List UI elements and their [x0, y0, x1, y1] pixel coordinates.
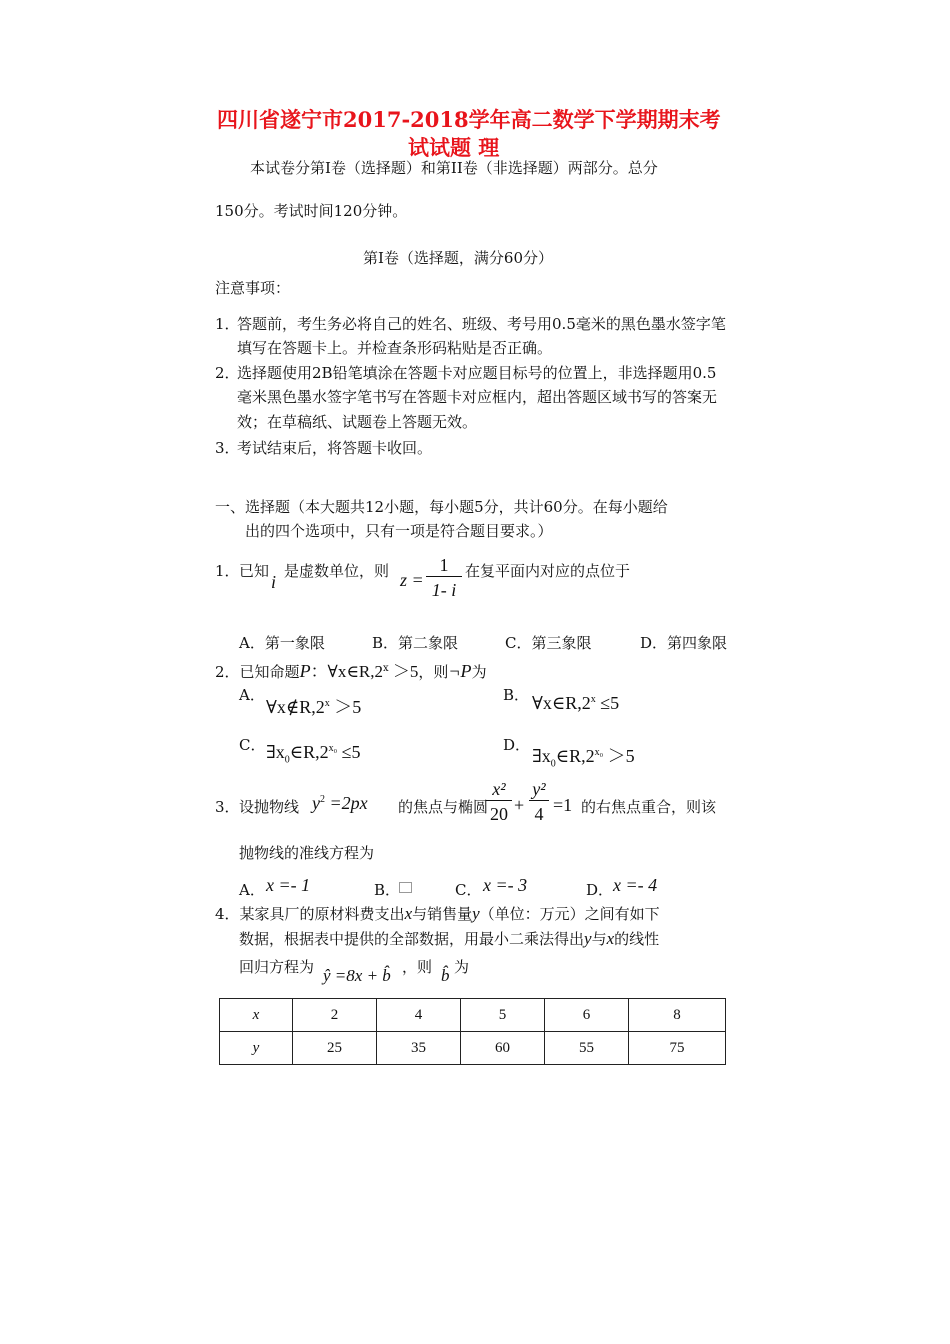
table-cell: 4 [377, 999, 461, 1032]
note-3-line1: 考试结束后，将答题卡收回。 [237, 439, 433, 457]
note-1-line2: 填写在答题卡上。并检查条形码粘贴是否正确。 [237, 339, 553, 357]
q1-pre: 已知 [239, 562, 270, 580]
q2-b-rel: ≤5 [595, 693, 620, 713]
q3-fraction-1 [486, 778, 512, 827]
q4-line3-b: ，则 [402, 958, 433, 976]
q2-stem-mid: ：∀x∈R,2 [310, 662, 383, 681]
data-table [219, 998, 726, 1065]
q4-y2: y [584, 929, 592, 948]
q1-denominator: 1- i [431, 580, 457, 600]
table-row-label: x [220, 999, 293, 1032]
q3-option-a-label: A． [239, 881, 265, 899]
q3-f2-numerator: y² [529, 778, 549, 801]
q2-stem-post: ，则 [418, 663, 449, 681]
section-one-heading: 第Ⅰ卷（选择题，满分60分） [363, 249, 554, 267]
q3-plus: + [514, 795, 525, 815]
q2-b-sup: x [590, 694, 596, 705]
q2-option-d [532, 742, 635, 770]
q1-mid: 是虚数单位，则 [284, 562, 390, 580]
q4-y1: y [472, 904, 480, 923]
q3-option-b-image-icon [399, 882, 412, 893]
table-row-y [220, 1032, 726, 1065]
table-cell: 8 [629, 999, 726, 1032]
q2-stem-pre: 已知命题 [239, 663, 300, 681]
q2-stem-end: 为 [471, 663, 487, 681]
table-cell: 55 [545, 1032, 629, 1065]
q1-option-b: B．第二象限 [372, 634, 459, 652]
table-row-x [220, 999, 726, 1032]
q4-num: 4． [215, 905, 240, 923]
table-cell: 25 [293, 1032, 377, 1065]
q3-num: 3． [215, 798, 240, 816]
q2-num: 2． [215, 663, 240, 681]
intro-line1: 本试卷分第Ⅰ卷（选择题）和第II卷（非选择题）两部分。总分 [250, 159, 658, 177]
q2-c-expr1: ∃x [266, 742, 285, 762]
q1-z-eq: z = [400, 570, 424, 590]
table-cell: 60 [461, 1032, 545, 1065]
q2-option-c [266, 742, 361, 766]
q2-d-sup: x₀ [594, 747, 604, 758]
page-title-line1: 四川省遂宁市2017-2018学年高二数学下学期期末考 [217, 107, 721, 132]
q2-d-rel: ＞5 [603, 746, 635, 766]
q3-fraction-2 [529, 778, 549, 827]
q4-x1: x [404, 904, 413, 923]
page-title-line2: 试试题 理 [408, 135, 500, 160]
table-cell: 75 [629, 1032, 726, 1065]
q2-option-a-label: A． [239, 686, 265, 704]
q4-line2-a: 数据，根据表中提供的全部数据，用最小二乘法得出 [239, 930, 585, 948]
q2-d-expr2: ∈R,2 [555, 746, 595, 766]
table-cell: 6 [545, 999, 629, 1032]
table-cell: 35 [377, 1032, 461, 1065]
q2-c-rel: ≤5 [337, 742, 361, 762]
q1-post: 在复平面内对应的点位于 [465, 562, 631, 580]
q2-stem-sup: x [383, 663, 389, 674]
q3-f1-numerator: x² [486, 778, 512, 801]
q1-num: 1． [215, 562, 240, 580]
q2-a-rel: ＞5 [329, 697, 362, 717]
q4-line1-a: 某家具厂的原材料费支出 [239, 905, 405, 923]
q4-bhat: b̂ [441, 966, 450, 985]
q2-c-sub: 0 [284, 754, 290, 766]
part-one-line2: 出的四个选项中，只有一项是符合题目要求。） [245, 522, 553, 540]
q2-neg-P: ¬P [448, 661, 472, 681]
q3-line2: 抛物线的准线方程为 [239, 844, 375, 862]
q2-option-d-label: D． [503, 736, 531, 754]
intro-line2: 150分。考试时间120分钟。 [215, 202, 408, 220]
q4-line2-b: 与 [591, 930, 607, 948]
q4-regression: ŷ =8x + b̂ [323, 966, 391, 985]
q1-option-a: A．第一象限 [239, 634, 325, 652]
q3-pre: 设抛物线 [239, 798, 300, 816]
q3-option-d: x =- 4 [613, 875, 658, 895]
q3-y: y [312, 793, 320, 813]
q2-c-sup: x₀ [328, 743, 338, 754]
q3-eq-one: =1 [553, 795, 573, 815]
note-2-line1: 选择题使用2B铅笔填涂在答题卡对应题目标号的位置上，非选择题用0.5 [237, 364, 717, 382]
table-cell: 5 [461, 999, 545, 1032]
q1-fraction [426, 554, 462, 603]
part-one-line1: 一、选择题（本大题共12小题，每小题5分，共计60分。在每小题给 [215, 498, 668, 516]
note-3-num: 3． [215, 439, 240, 457]
q4-line2 [239, 928, 659, 949]
q2-stem-gt: ＞5 [388, 662, 419, 681]
q2-a-expr: ∀x∉R,2 [266, 697, 325, 717]
q3-f1-denominator: 20 [490, 804, 508, 824]
q4-line3-a: 回归方程为 [239, 958, 315, 976]
table-row-label: y [220, 1032, 293, 1065]
q4-line2-c: 的线性 [614, 930, 660, 948]
table-cell: 2 [293, 999, 377, 1032]
q3-option-d-label: D． [586, 881, 614, 899]
q2-option-a [266, 693, 361, 719]
q3-eq: =2px [325, 793, 368, 813]
note-1-num: 1． [215, 315, 240, 333]
q2-d-sub: 0 [550, 758, 556, 770]
q1-var-i: i [271, 572, 277, 592]
q2-option-b-label: B． [503, 686, 530, 704]
q4-line1-b: 与销售量 [412, 905, 473, 923]
q4-line3-c: 为 [454, 958, 470, 976]
q2-option-b [532, 693, 619, 714]
q1-option-d: D．第四象限 [640, 634, 728, 652]
q3-mid: 的焦点与椭圆 [398, 798, 489, 816]
note-2-line3: 效；在草稿纸、试题卷上答题无效。 [237, 413, 478, 431]
q2-d-expr1: ∃x [532, 746, 551, 766]
q4-line1 [215, 903, 660, 924]
note-2-num: 2． [215, 364, 240, 382]
q3-option-a: x =- 1 [266, 875, 311, 895]
q1-numerator: 1 [426, 554, 462, 577]
q2-b-expr: ∀x∈R,2 [532, 693, 591, 713]
q4-line1-c: （单位：万元）之间有如下 [479, 905, 660, 923]
q2-c-expr2: ∈R,2 [289, 742, 329, 762]
q3-option-b-label: B． [374, 881, 401, 899]
q3-f2-denominator: 4 [534, 804, 544, 824]
note-1-line1: 答题前，考生务必将自己的姓名、班级、考号用0.5毫米的黑色墨水签字笔 [237, 315, 726, 333]
q3-y-sup: 2 [320, 794, 325, 805]
q3-post: 的右焦点重合，则该 [581, 798, 717, 816]
note-2-line2: 毫米黑色墨水签字笔书写在答题卡对应框内，超出答题区域书写的答案无 [237, 388, 718, 406]
q2-option-c-label: C． [239, 736, 266, 754]
q2-a-sup: x [324, 698, 330, 709]
q3-option-c-label: C． [455, 881, 482, 899]
q2-stem [215, 657, 487, 682]
q2-P: P [299, 661, 311, 681]
q3-parabola [312, 793, 368, 814]
q3-option-c: x =- 3 [483, 875, 528, 895]
notes-heading: 注意事项： [215, 279, 291, 297]
q4-x2: x [606, 929, 615, 948]
q1-option-c: C．第三象限 [505, 634, 592, 652]
